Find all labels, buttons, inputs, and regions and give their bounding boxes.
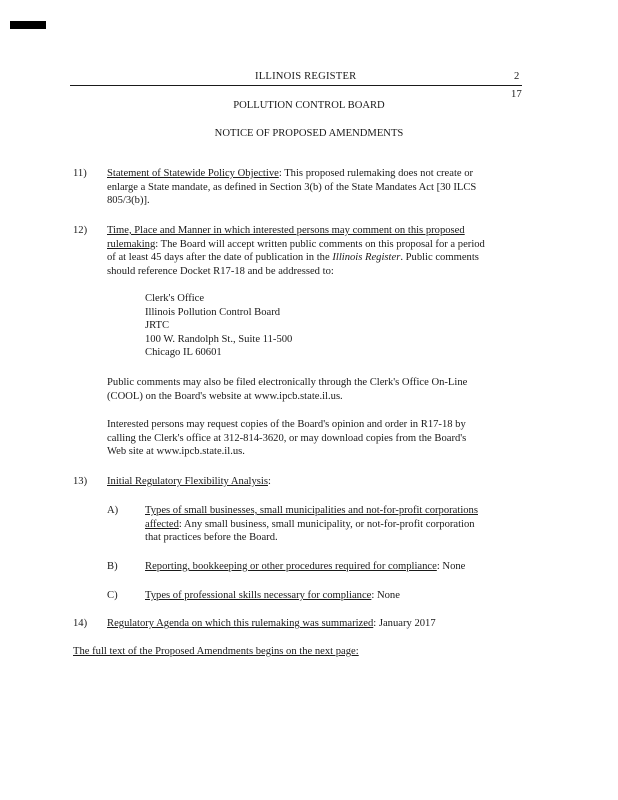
address-line: JRTC [145,320,170,332]
item-13c-heading: Types of professional skills necessary for compliance [145,590,372,601]
page-sub-number: 17 [511,89,522,100]
item-13c-value: : None [371,590,400,601]
cool-line2: (COOL) on the Board's website at www.ipcb.state.il.us. [107,390,343,402]
mailing-address [145,292,292,360]
item-13b-paragraph [145,560,522,574]
item-13b-heading: Reporting, bookkeeping or other procedures required for compliance [145,561,437,572]
register-title: ILLINOIS REGISTER [255,71,357,82]
item-12-line2-italic: Illinois Register [332,252,401,264]
item-13-number: 13) [73,476,88,487]
address-line: Clerk's Office [145,293,205,304]
item-13-colon: : [267,476,271,487]
item-13-heading-row [107,475,522,489]
item-13-heading: Initial Regulatory Flexibility Analysis [107,476,268,487]
item-11-line3: 805/3(b)]. [107,195,150,207]
notice-title: NOTICE OF PROPOSED AMENDMENTS [214,128,404,139]
header-rule [70,85,522,86]
item-14-paragraph [107,617,522,631]
item-13b-label: B) [107,561,118,572]
agency-title: POLLUTION CONTROL BOARD [233,100,385,111]
cool-line1: Public comments may also be filed electronically through the Clerk's Office On-Line [107,377,468,388]
item-11-heading: Statement of Statewide Policy Objective [107,168,279,179]
copies-paragraph [107,418,522,459]
copies-line3: Web site at www.ipcb.state.il.us. [107,446,245,458]
item-12-line3: should reference Docket R17-18 and be addressed to: [107,265,334,277]
item-11-paragraph [107,167,522,208]
item-13a-paragraph [145,504,522,545]
copies-line2: calling the Clerk's office at 312-814-3620, or may download copies from the Board's [107,432,467,444]
item-14-number: 14) [73,618,88,629]
item-13a-line2: that practices before the Board. [145,532,278,544]
redaction-bar [10,21,46,29]
item-13a-label: A) [107,505,119,516]
address-line: Illinois Pollution Control Board [145,306,281,318]
item-14-heading: Regulatory Agenda on which this rulemaking was summarized [107,618,374,629]
item-12-number: 12) [73,225,88,236]
item-12-heading-line1: Time, Place and Manner in which interested persons may comment on this proposed [107,225,465,236]
item-13a-line1: : Any small business, small municipality, or not-for-profit corporation [178,518,475,530]
address-line: 100 W. Randolph St., Suite 11-500 [145,333,293,345]
item-12-heading-line2: rulemaking [107,238,156,250]
cool-paragraph [107,376,522,403]
item-13c-paragraph [145,589,522,603]
address-line: Chicago IL 60601 [145,347,222,359]
item-12-paragraph [107,224,522,278]
item-13b-value: : None [436,561,466,572]
item-12-line2-post: . Public comments [400,252,479,264]
item-12-line1: : The Board will accept written public comments on this proposal for a period [155,238,485,250]
copies-line1: Interested persons may request copies of the Board's opinion and order in R17-18 by [107,419,466,430]
item-12-line2-pre: of at least 45 days after the date of publication in the [107,252,333,264]
proposed-amendments-lead: The full text of the Proposed Amendments begins on the next page: [73,646,359,657]
item-13a-heading-line2: affected [145,518,179,530]
item-11-number: 11) [73,168,87,179]
item-11-line1: : This proposed rulemaking does not create or [278,168,474,179]
item-13a-heading-line1: Types of small businesses, small municipalities and not-for-profit corporations [145,505,478,516]
page-number: 2 [514,71,520,82]
item-13c-label: C) [107,590,118,601]
item-11-line2: enlarge a State mandate, as defined in Section 3(b) of the State Mandates Act [30 ILCS [107,181,477,193]
item-14-value: : January 2017 [373,618,436,629]
